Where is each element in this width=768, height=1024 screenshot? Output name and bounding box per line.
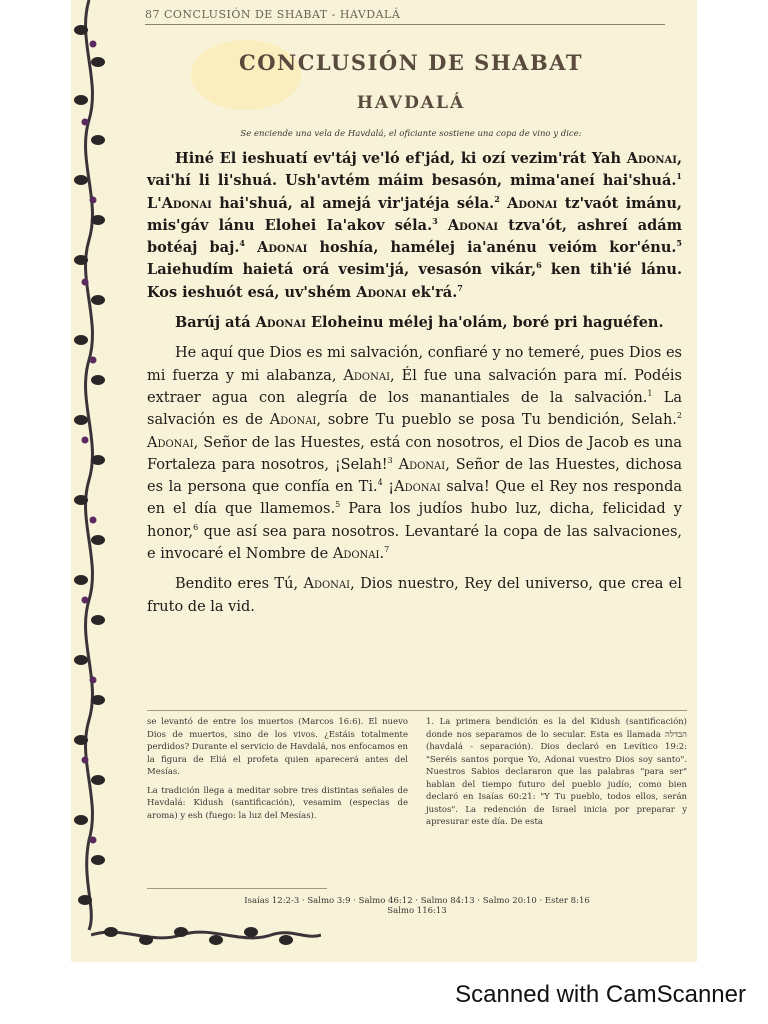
divine-name: Adonai (447, 216, 499, 234)
grapevine-bottom-border-icon (91, 920, 321, 950)
footnote-marker: 6 (536, 260, 542, 271)
scanner-watermark: Scanned with CamScanner (455, 981, 746, 1008)
footnote-marker: 3 (387, 456, 393, 466)
footnote-divider (147, 710, 687, 711)
footnote-marker: 1 (676, 171, 682, 182)
footnote-marker: 7 (384, 545, 390, 555)
footnote-marker: 5 (676, 238, 682, 249)
footnote-text: se levantó de entre los muertos (Marcos 16:6). El nuevo Dios de muertos, sino de los vivos. ¿Estáis totalmente perdidos? Durante el servicio de Havdalá, nos enfocamos en la figura de Eliá el profeta quien aparecerá antes del Mesías. (147, 717, 408, 777)
page-title: CONCLUSIÓN DE SHABAT (239, 50, 583, 75)
divine-name: Adonai (507, 194, 558, 212)
divine-name: Adonai (257, 239, 308, 257)
divine-name: Adonai (147, 434, 194, 451)
divine-name: Adonai (356, 283, 407, 301)
footnote-marker: 7 (457, 282, 463, 293)
scanned-page (71, 0, 697, 962)
footnote-marker: 2 (494, 193, 500, 204)
footnote-marker: 5 (335, 500, 341, 510)
references-line: Salmo 116:13 (387, 906, 447, 916)
divine-name: Adonai (303, 576, 351, 593)
footnotes-right-column (426, 716, 687, 835)
footnote-marker: 3 (432, 216, 438, 227)
footnote-marker: 6 (193, 522, 199, 532)
divine-name: Adonai (332, 546, 380, 563)
ritual-instruction: Se enciende una vela de Havdalá, el oficiante sostiene una copa de vino y dice: (240, 129, 582, 139)
footnote-text: La tradición llega a meditar sobre tres distintas señales de Havdalá: Kidush (santificación), vesamim (especias de aroma) y esh (fuego: la luz del Mesías). (147, 785, 408, 821)
divine-name: Adonai (343, 367, 391, 384)
running-head: 87 CONCLUSIÓN DE SHABAT - HAVDALÁ (145, 8, 665, 25)
translation-paragraph: He aquí que Dios es mi salvación, confiaré y no temeré, pues Dios es mi fuerza y mi alabanza, Adonai, Él fue una salvación para mí. Podéis extraer agua con alegría de los manantiales de la salvación.$^1$ La salvación es de Adonai, sobre Tu pueblo se posa Tu bendición, Selah.$^2$ Adonai, Señor de las Huestes, está con nosotros, el Dios de Jacob es una Fortaleza para nosotros, ¡Selah!$^3$ Adonai, Señor de las Huestes, dichosa es la persona que confía en Ti.$^4$ ¡Adonai salva! Que el Rey nos responda en el día que llamemos.$^5$ Para los judíos hubo luz, dicha, felicidad y honor,$^6$ que así sea para nosotros. Levantaré la copa de las salvaciones, e invocaré el Nombre de Adonai.$^7$ (147, 345, 682, 563)
divine-name: Adonai (398, 456, 446, 473)
grapevine-border-icon (71, 0, 107, 962)
divine-name: Adonai (161, 194, 212, 212)
divine-name: Adonai (269, 412, 317, 429)
footnotes-left-column (147, 716, 408, 835)
prayer-body (147, 148, 682, 626)
references-line: Isaías 12:2-3 · Salmo 3:9 · Salmo 46:12 · Salmo 84:13 · Salmo 20:10 · Ester 8:16 (244, 896, 590, 906)
translation-blessing: Bendito eres Tú, Adonai, Dios nuestro, Rey del universo, que crea el fruto de la vid. (147, 576, 682, 615)
footnote-text: 1. La primera bendición es la del Kidush (santificación) donde nos separamos de lo secular. Esta es llamada הבדלה (havdalá - separación). Dios declaró en Levítico 19:2: "Seréis santos porque Yo, Adonai vuestro Dios soy santo". Nuestros Sabios declararon que las palabras "para ser" hablan del tiempo futuro del pueblo judío, como bien declaró en Isaías 60:21: "Y Tu pueblo, todos ellos, serán justos". La redención de Israel inicia por preparar y apresurar este día. De esta (426, 717, 687, 827)
footnote-marker: 4 (239, 238, 245, 249)
divine-name: Adonai (255, 314, 306, 332)
transliteration-blessing: Barúj atá Adonai Eloheinu mélej ha'olám, boré pri haguéfen. (175, 314, 664, 332)
page-subtitle: HAVDALÁ (356, 93, 466, 113)
scripture-references (147, 896, 687, 916)
divine-name: Adonai (626, 150, 677, 167)
footnotes (147, 716, 687, 835)
transliteration-paragraph: Hiné El ieshuatí ev'táj ve'ló ef'jád, ki ozí vezim'rát Yah Adonai, vai'hí li li'shuá. Ush'avtém máim besasón, mima'aneí hai'shuá.$^1$ L'Adonai hai'shuá, al amejá vir'jatéja séla.$^2$ Adonai tz'vaót imánu, mis'gáv lánu Elohei Ia'akov séla.$^3$ Adonai tzva'ót, ashreí adám botéaj baj.$^4$ Adonai hoshía, hamélej ia'anénu veióm kor'énu.$^5$ Laiehudím haietá orá vesim'já, vesasón vikár,$^6$ ken tih'ié lánu. Kos ieshuót esá, uv'shém Adonai ek'rá.$^7$ (147, 150, 682, 301)
footnote-marker: 4 (377, 478, 383, 488)
references-divider (147, 888, 327, 889)
footnote-marker: 1 (647, 389, 653, 399)
footnote-marker: 2 (676, 411, 682, 421)
divine-name: Adonai (394, 479, 441, 496)
